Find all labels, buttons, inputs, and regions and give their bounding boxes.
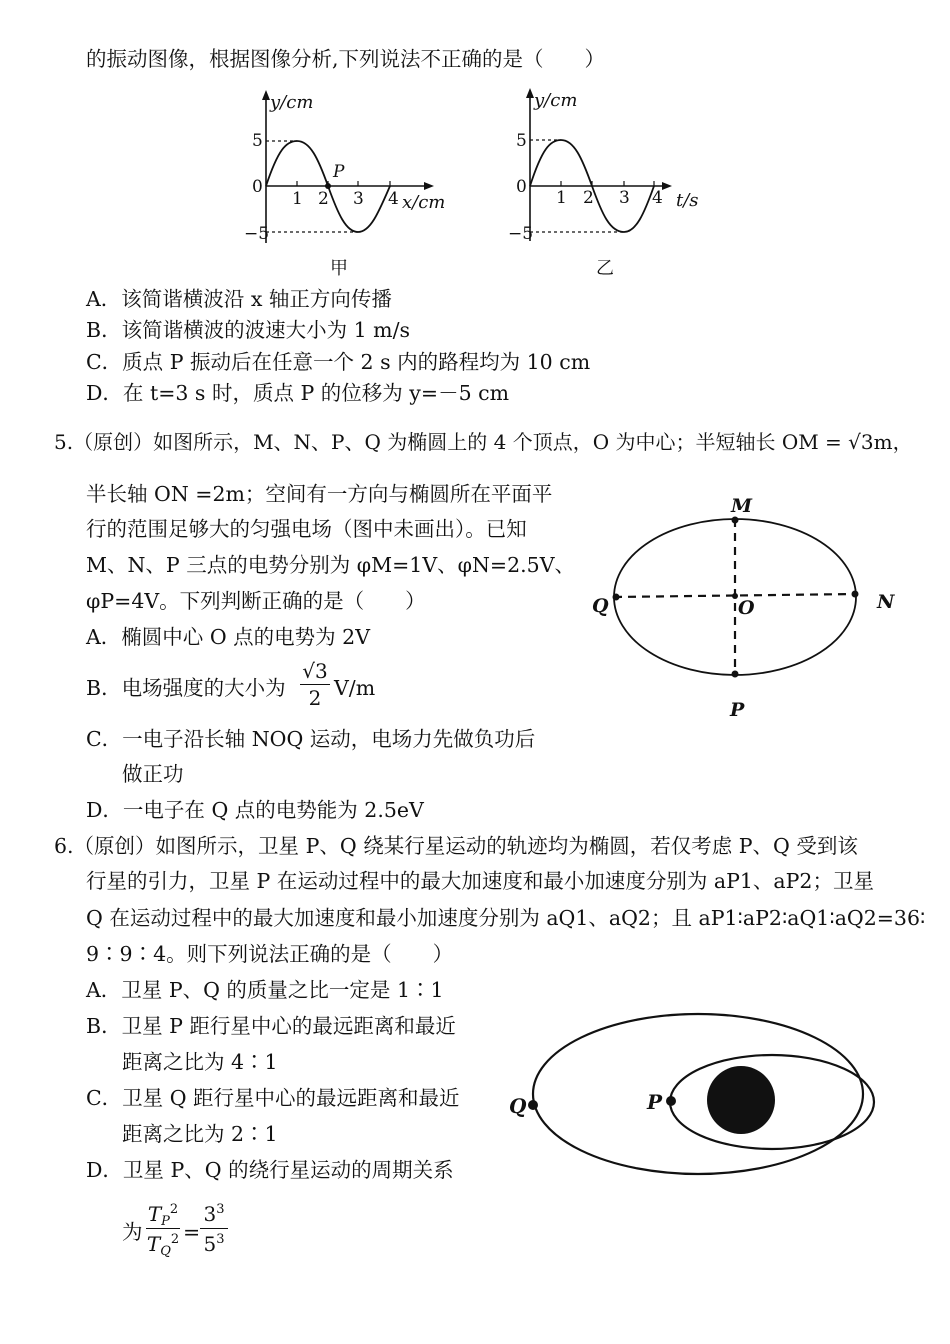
q6-line-2: 行星的引力，卫星 P 在运动过程中的最大加速度和最小加速度分别为 aP1、aP2；卫星: [86, 869, 874, 893]
period-ratio-lhs: [146, 1200, 180, 1259]
period-ratio-rhs-num: $3^3$: [200, 1200, 228, 1229]
q6-option-c-line-2: 距离之比为 2∶1: [122, 1122, 278, 1146]
wave-graph-yi: [496, 86, 726, 281]
equals-sign: =: [183, 1220, 201, 1244]
graph-yi-x-label: t/s: [676, 190, 699, 211]
q5-option-d: D．一电子在 Q 点的电势能为 2.5eV: [86, 798, 424, 822]
q5-option-b-unit: V/m: [334, 676, 376, 700]
q6-line-3: Q 在运动过程中的最大加速度和最小加速度分别为 aQ1、aQ2；且 aP1∶aP2∶aQ1∶aQ2=36∶: [86, 906, 926, 930]
q4-option-d: D．在 t=3 s 时，质点 P 的位移为 y=－5 cm: [86, 381, 510, 405]
graph-yi-origin: 0: [516, 177, 527, 197]
q5-option-c-line-2: 做正功: [122, 762, 184, 786]
satellite-p-label: P: [647, 1090, 663, 1114]
graph-jia-tick-1: 1: [292, 189, 303, 209]
q5-option-a: A．椭圆中心 O 点的电势为 2V: [86, 625, 371, 649]
q4-option-a: A．该简谐横波沿 x 轴正方向传播: [86, 287, 392, 311]
q4-option-c: C．质点 P 振动后在任意一个 2 s 内的路程均为 10 cm: [86, 350, 591, 374]
q6-option-b-line-1: B．卫星 P 距行星中心的最远距离和最近: [86, 1014, 456, 1038]
q5-line-5: φP=4V。下列判断正确的是（ ）: [86, 589, 426, 613]
graph-yi-caption: 乙: [596, 258, 614, 279]
graph-yi-tick-5: 5: [516, 131, 527, 151]
satellite-q-label: Q: [509, 1094, 527, 1118]
graph-jia-point-p: P: [333, 162, 345, 182]
graph-jia-tick-2: 2: [318, 189, 329, 209]
graph-yi-tick-2: 2: [583, 188, 594, 208]
q6-line-4: 9∶9∶4。则下列说法正确的是（ ）: [86, 942, 454, 966]
wave-graph-jia: [230, 88, 470, 283]
q5-option-b-numerator: √3: [300, 658, 330, 685]
planet: [707, 1066, 775, 1134]
q5-option-b-fraction: [300, 658, 330, 711]
graph-yi-tick-1: 1: [556, 188, 567, 208]
q5-line-2: 半长轴 ON =2m；空间有一方向与椭圆所在平面平: [86, 482, 553, 506]
q6-line-1: 6.（原创）如图所示，卫星 P、Q 绕某行星运动的轨迹均为椭圆，若仅考虑 P、Q 受到该: [54, 834, 858, 858]
graph-jia-y-label: y/cm: [270, 92, 314, 113]
period-ratio-lhs-num: $T_P^2$: [147, 1202, 179, 1229]
graph-jia-x-label: x/cm: [402, 192, 446, 213]
q4-option-b: B．该简谐横波的波速大小为 1 m/s: [86, 318, 411, 342]
q5-option-b-prefix: B．电场强度的大小为: [86, 676, 286, 700]
graph-jia-tick-5: 5: [252, 131, 263, 151]
point-q-label: Q: [592, 595, 609, 617]
q6-option-d-line-1: D．卫星 P、Q 的绕行星运动的周期关系: [86, 1158, 454, 1182]
q6-option-d-prefix: 为: [122, 1220, 143, 1244]
q6-option-b-line-2: 距离之比为 4∶1: [122, 1050, 278, 1074]
graph-jia-tick-neg5: −5: [244, 224, 270, 244]
period-ratio-rhs: [200, 1200, 228, 1259]
period-ratio-rhs-den: $5^3$: [203, 1232, 225, 1256]
q6-option-a: A．卫星 P、Q 的质量之比一定是 1∶1: [86, 978, 444, 1002]
q5-line-1: 5.（原创）如图所示，M、N、P、Q 为椭圆上的 4 个顶点，O 为中心；半短轴长 OM = √3m，: [54, 430, 913, 454]
q4-stem-tail: 的振动图像，根据图像分析,下列说法不正确的是（ ）: [86, 47, 606, 71]
point-m-label: M: [731, 495, 753, 517]
graph-yi-tick-neg5: −5: [508, 224, 534, 244]
point-o-label: O: [738, 597, 755, 619]
graph-yi-tick-3: 3: [619, 188, 630, 208]
q5-option-c-line-1: C．一电子沿长轴 NOQ 运动，电场力先做负功后: [86, 727, 536, 751]
point-p-label: P: [730, 699, 745, 721]
graph-jia-origin: 0: [252, 177, 263, 197]
q5-option-b-denominator: 2: [308, 686, 322, 710]
graph-jia-tick-3: 3: [353, 189, 364, 209]
q6-option-c-line-1: C．卫星 Q 距行星中心的最远距离和最近: [86, 1086, 460, 1110]
graph-yi-tick-4: 4: [652, 188, 663, 208]
orbit-figure: [505, 1005, 905, 1185]
point-n-label: N: [877, 591, 895, 613]
q5-line-3: 行的范围足够大的匀强电场（图中未画出）。已知: [86, 517, 527, 541]
q5-line-4: M、N、P 三点的电势分别为 φM=1V、φN=2.5V、: [86, 553, 575, 577]
graph-yi-y-label: y/cm: [534, 90, 578, 111]
period-ratio-lhs-den: $T_Q^2$: [146, 1232, 180, 1259]
ellipse-figure: [585, 490, 905, 720]
graph-jia-caption: 甲: [330, 258, 348, 279]
graph-jia-tick-4: 4: [388, 189, 399, 209]
